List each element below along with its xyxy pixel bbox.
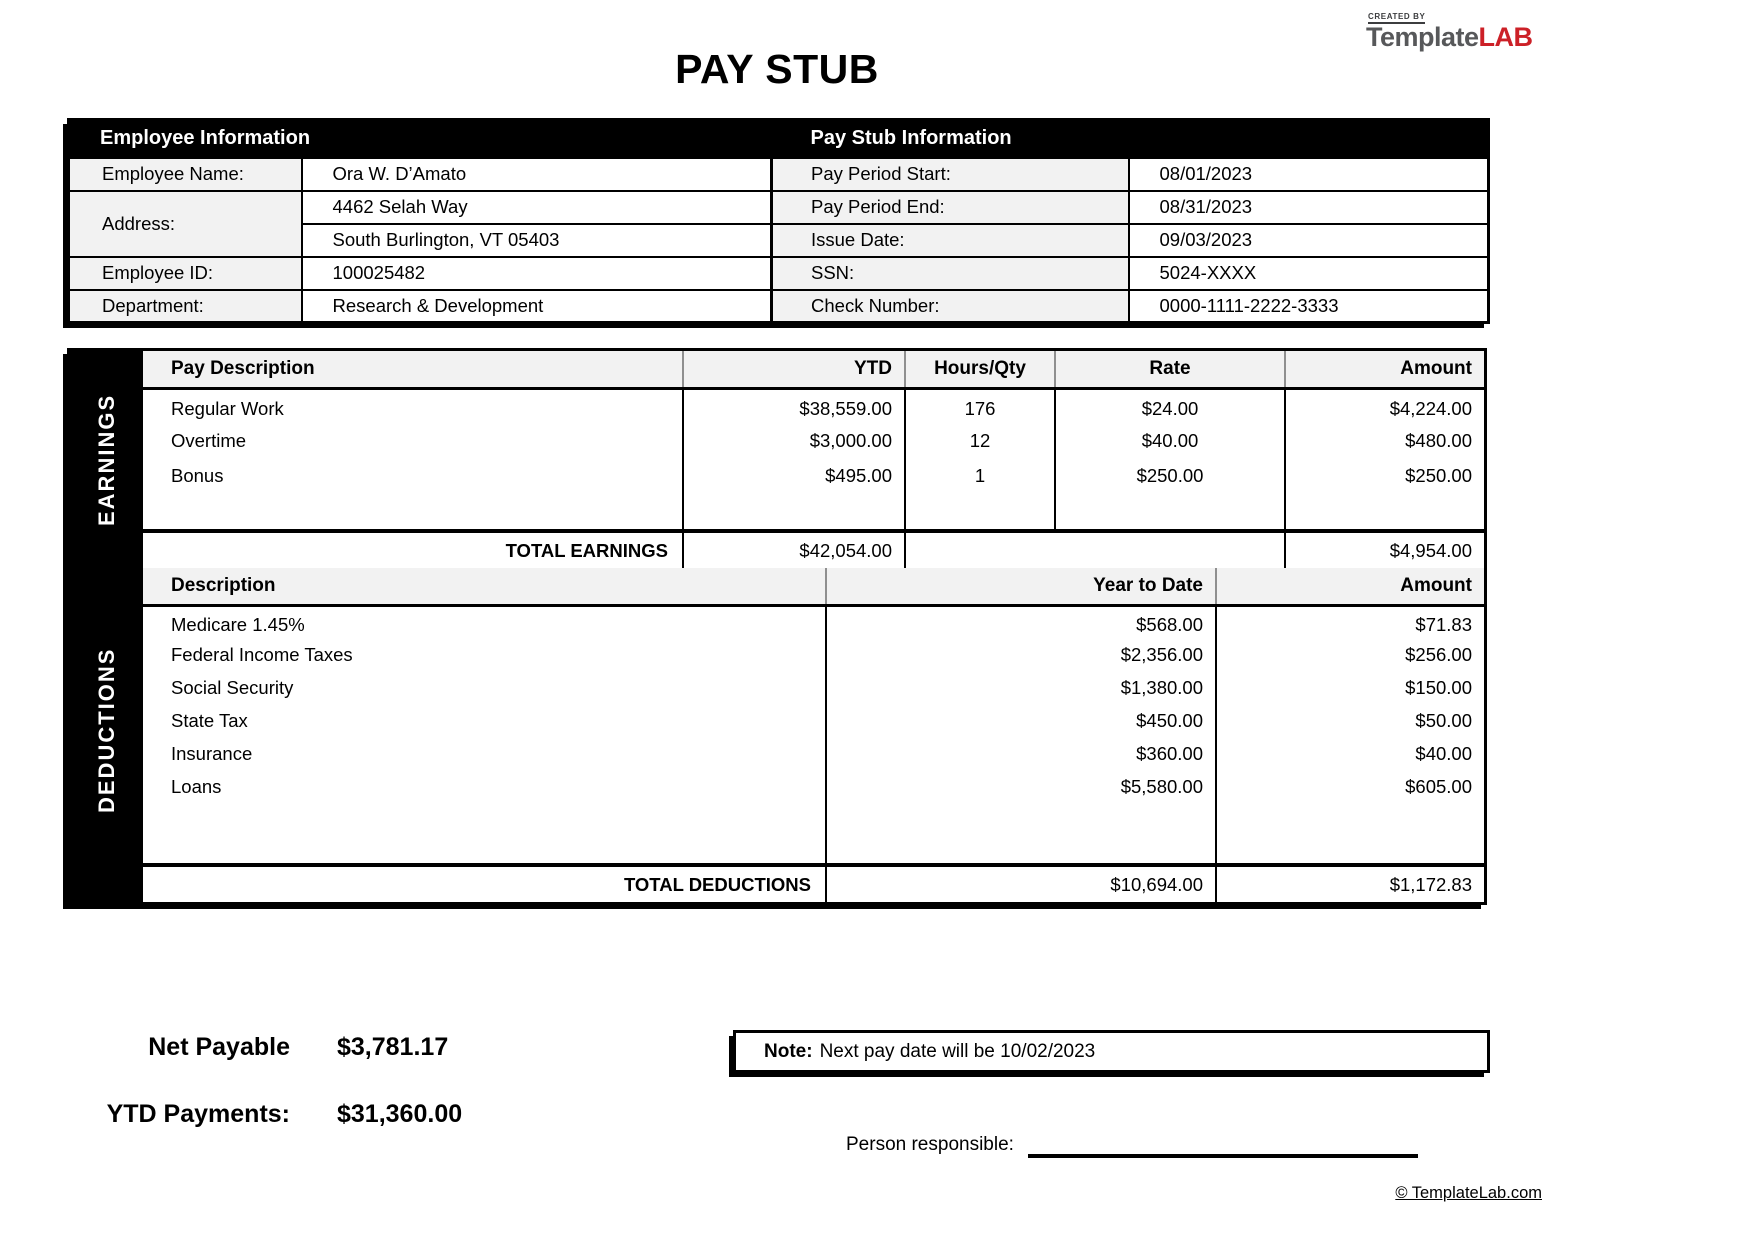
net-payable-row	[67, 1033, 448, 1062]
person-responsible-row	[846, 1134, 1418, 1158]
section-tables	[143, 351, 1484, 902]
person-responsible-label: Person responsible:	[846, 1134, 1014, 1155]
deduction-description: Loans	[171, 775, 222, 797]
total-earnings-amount: $4,954.00	[1285, 531, 1484, 568]
deduction-amount: $605.00	[1216, 770, 1484, 803]
logo-created-by: CREATED BY	[1368, 12, 1425, 24]
deductions-header-row	[143, 568, 1484, 605]
total-earnings-empty-cell	[905, 531, 1285, 568]
earnings-row	[143, 423, 1484, 458]
net-payable-label: Net Payable	[148, 1033, 290, 1061]
earning-description: Overtime	[171, 429, 247, 451]
earning-hours: 12	[905, 423, 1055, 458]
ytd-payments-label: YTD Payments:	[106, 1100, 290, 1128]
deduction-ytd: $2,356.00	[826, 638, 1216, 671]
deduction-ytd: $450.00	[826, 704, 1216, 737]
check-number-label: Check Number:	[772, 290, 1129, 323]
earning-rate: $250.00	[1055, 458, 1285, 493]
deduction-ytd: $568.00	[826, 605, 1216, 638]
templatelab-logo	[1366, 6, 1533, 51]
earning-rate: $40.00	[1055, 423, 1285, 458]
section-sidebar	[70, 351, 143, 902]
earnings-deductions-block	[67, 348, 1487, 905]
total-deductions-amount: $1,172.83	[1216, 865, 1484, 902]
earnings-row	[143, 458, 1484, 493]
deduction-row	[143, 671, 1484, 704]
earnings-table	[143, 351, 1484, 568]
earnings-col-ytd: YTD	[683, 351, 905, 388]
deduction-ytd: $1,380.00	[826, 671, 1216, 704]
earnings-spacer-row	[143, 493, 1484, 531]
address-line2-value: South Burlington, VT 05403	[302, 224, 772, 257]
deductions-side-label: DEDUCTIONS	[94, 647, 119, 813]
deductions-col-ytd: Year to Date	[826, 568, 1216, 605]
earning-ytd: $495.00	[683, 458, 905, 493]
logo-template-text: Template	[1366, 22, 1479, 52]
deduction-amount: $71.83	[1216, 605, 1484, 638]
employee-name-label: Employee Name:	[69, 158, 302, 191]
paystub-info-header: Pay Stub Information	[772, 120, 1489, 158]
employee-id-label: Employee ID:	[69, 257, 302, 290]
deduction-ytd: $5,580.00	[826, 770, 1216, 803]
earnings-row	[143, 388, 1484, 423]
earnings-col-pay-description: Pay Description	[143, 351, 683, 388]
deduction-row	[143, 704, 1484, 737]
deduction-description: Medicare 1.45%	[171, 614, 305, 636]
department-value: Research & Development	[302, 290, 772, 323]
ssn-value: 5024-XXXX	[1129, 257, 1489, 290]
total-deductions-label: TOTAL DEDUCTIONS	[143, 865, 826, 902]
address-label: Address:	[69, 191, 302, 257]
deduction-row	[143, 605, 1484, 638]
deductions-col-amount: Amount	[1216, 568, 1484, 605]
earnings-header-row	[143, 351, 1484, 388]
deduction-amount: $50.00	[1216, 704, 1484, 737]
earnings-col-amount: Amount	[1285, 351, 1484, 388]
total-earnings-label: TOTAL EARNINGS	[143, 531, 683, 568]
deductions-col-description: Description	[143, 568, 826, 605]
deduction-amount: $256.00	[1216, 638, 1484, 671]
deductions-table	[143, 568, 1484, 902]
address-line1-value: 4462 Selah Way	[302, 191, 772, 224]
earnings-col-hours: Hours/Qty	[905, 351, 1055, 388]
note-label: Note:	[764, 1040, 813, 1062]
pay-period-end-value: 08/31/2023	[1129, 191, 1489, 224]
earning-amount: $480.00	[1285, 423, 1484, 458]
info-table	[67, 118, 1490, 324]
total-deductions-row	[143, 865, 1484, 902]
pay-period-start-value: 08/01/2023	[1129, 158, 1489, 191]
earning-description: Bonus	[171, 464, 224, 486]
table-row	[69, 290, 1489, 323]
earnings-side-label: EARNINGS	[94, 393, 119, 527]
total-earnings-row	[143, 531, 1484, 568]
earning-amount: $250.00	[1285, 458, 1484, 493]
check-number-value: 0000-1111-2222-3333	[1129, 290, 1489, 323]
ytd-payments-value: $31,360.00	[337, 1100, 463, 1128]
total-deductions-ytd: $10,694.00	[826, 865, 1216, 902]
note-text: Next pay date will be 10/02/2023	[819, 1040, 1096, 1062]
table-row	[69, 158, 1489, 191]
pay-period-end-label: Pay Period End:	[772, 191, 1129, 224]
deduction-row	[143, 770, 1484, 803]
issue-date-label: Issue Date:	[772, 224, 1129, 257]
ssn-label: SSN:	[772, 257, 1129, 290]
employee-name-value: Ora W. D’Amato	[302, 158, 772, 191]
deduction-ytd: $360.00	[826, 737, 1216, 770]
deductions-spacer-row	[143, 803, 1484, 865]
employee-info-header: Employee Information	[69, 120, 772, 158]
earning-description: Regular Work	[171, 398, 284, 420]
earning-ytd: $3,000.00	[683, 423, 905, 458]
earning-amount: $4,224.00	[1285, 388, 1484, 423]
earning-ytd: $38,559.00	[683, 388, 905, 423]
net-payable-value: $3,781.17	[337, 1033, 449, 1061]
earning-rate: $24.00	[1055, 388, 1285, 423]
deduction-description: Social Security	[171, 676, 294, 698]
earning-hours: 1	[905, 458, 1055, 493]
note-box	[733, 1030, 1490, 1073]
table-row	[69, 257, 1489, 290]
pay-period-start-label: Pay Period Start:	[772, 158, 1129, 191]
ytd-payments-row	[67, 1100, 462, 1129]
page-title: PAY STUB	[675, 46, 879, 92]
earnings-col-rate: Rate	[1055, 351, 1285, 388]
deduction-description: State Tax	[171, 709, 248, 731]
employee-id-value: 100025482	[302, 257, 772, 290]
deduction-amount: $40.00	[1216, 737, 1484, 770]
issue-date-value: 09/03/2023	[1129, 224, 1489, 257]
logo-lab-text: LAB	[1478, 22, 1533, 52]
earning-hours: 176	[905, 388, 1055, 423]
deduction-amount: $150.00	[1216, 671, 1484, 704]
department-label: Department:	[69, 290, 302, 323]
copyright-link[interactable]: © TemplateLab.com	[1395, 1184, 1542, 1202]
table-row	[69, 191, 1489, 224]
deduction-row	[143, 638, 1484, 671]
signature-line[interactable]	[1028, 1136, 1418, 1158]
deduction-description: Federal Income Taxes	[171, 643, 353, 665]
deduction-row	[143, 737, 1484, 770]
deduction-description: Insurance	[171, 742, 253, 764]
info-header-row	[69, 120, 1489, 158]
total-earnings-ytd: $42,054.00	[683, 531, 905, 568]
